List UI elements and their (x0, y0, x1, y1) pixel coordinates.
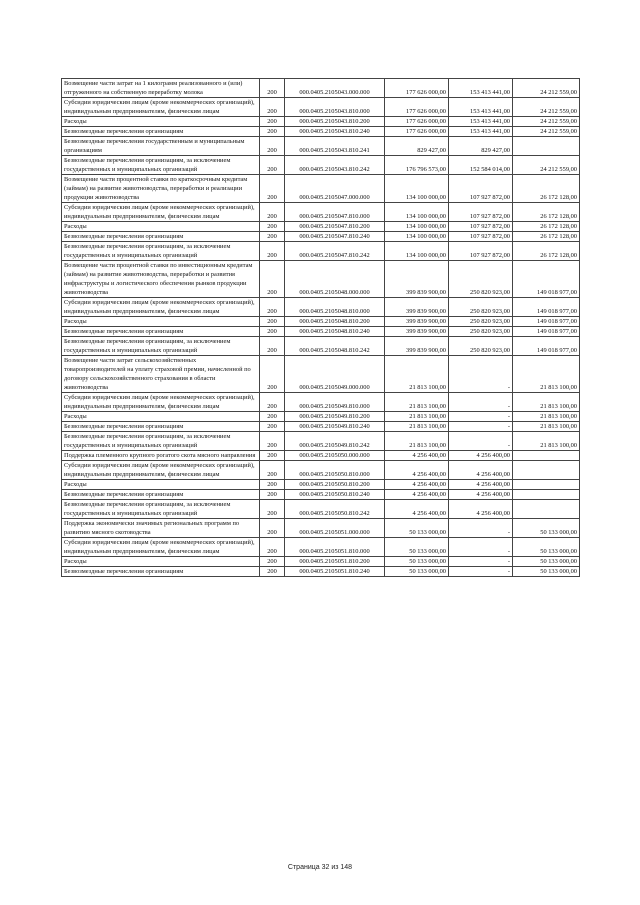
row-executed-amount-cell: - (449, 393, 513, 412)
row-approved-amount-cell: 50 133 000,00 (385, 567, 449, 577)
row-approved-amount-cell: 399 839 900,00 (385, 317, 449, 327)
row-unexecuted-amount-cell: 24 212 559,00 (513, 156, 580, 175)
row-classification-cell: 000.0405.2105043.810.241 (285, 137, 385, 156)
row-classification-cell: 000.0405.2105051.810.200 (285, 557, 385, 567)
row-name-cell: Безвозмездные перечисления организациям (62, 422, 260, 432)
row-code-cell: 200 (260, 137, 285, 156)
table-row (62, 232, 580, 242)
row-unexecuted-amount-cell: 24 212 559,00 (513, 98, 580, 117)
row-executed-amount-cell: 107 927 872,00 (449, 203, 513, 222)
table-row (62, 422, 580, 432)
row-executed-amount-cell: 250 820 923,00 (449, 317, 513, 327)
row-executed-amount-cell: 107 927 872,00 (449, 242, 513, 261)
row-unexecuted-amount-cell: 50 133 000,00 (513, 557, 580, 567)
row-classification-cell: 000.0405.2105051.000.000 (285, 519, 385, 538)
row-approved-amount-cell: 134 100 000,00 (385, 242, 449, 261)
row-classification-cell: 000.0405.2105049.000.000 (285, 356, 385, 393)
row-code-cell: 200 (260, 242, 285, 261)
row-classification-cell: 000.0405.2105043.810.200 (285, 117, 385, 127)
row-unexecuted-amount-cell: 149 018 977,00 (513, 327, 580, 337)
row-code-cell: 200 (260, 98, 285, 117)
row-approved-amount-cell: 399 839 900,00 (385, 261, 449, 298)
row-approved-amount-cell: 4 256 400,00 (385, 500, 449, 519)
row-unexecuted-amount-cell: 21 813 100,00 (513, 393, 580, 412)
row-code-cell: 200 (260, 567, 285, 577)
table-row (62, 500, 580, 519)
row-unexecuted-amount-cell: 26 172 128,00 (513, 175, 580, 203)
row-approved-amount-cell: 21 813 100,00 (385, 356, 449, 393)
table-row (62, 393, 580, 412)
row-unexecuted-amount-cell: 21 813 100,00 (513, 356, 580, 393)
row-name-cell: Поддержка племенного крупного рогатого скота мясного направления (62, 451, 260, 461)
row-name-cell: Безвозмездные перечисления организациям, за исключением государственных и муниципальных организаций (62, 242, 260, 261)
row-name-cell: Субсидии юридическим лицам (кроме некоммерческих организаций), индивидуальным предпринимателям, физическим лицам (62, 393, 260, 412)
row-name-cell: Поддержка экономически значимых региональных программ по развитию мясного скотоводства (62, 519, 260, 538)
row-approved-amount-cell: 21 813 100,00 (385, 412, 449, 422)
row-name-cell: Безвозмездные перечисления организациям (62, 567, 260, 577)
row-approved-amount-cell: 4 256 400,00 (385, 480, 449, 490)
row-classification-cell: 000.0405.2105049.810.240 (285, 422, 385, 432)
row-executed-amount-cell: 153 413 441,00 (449, 127, 513, 137)
row-classification-cell: 000.0405.2105048.810.242 (285, 337, 385, 356)
row-unexecuted-amount-cell: 24 212 559,00 (513, 127, 580, 137)
table-row (62, 137, 580, 156)
row-classification-cell: 000.0405.2105050.810.242 (285, 500, 385, 519)
row-approved-amount-cell: 4 256 400,00 (385, 490, 449, 500)
page-number-footer: Страница 32 из 148 (287, 864, 353, 871)
row-code-cell: 200 (260, 393, 285, 412)
row-classification-cell: 000.0405.2105047.810.200 (285, 222, 385, 232)
row-name-cell: Субсидии юридическим лицам (кроме некоммерческих организаций), индивидуальным предпринимателям, физическим лицам (62, 461, 260, 480)
row-unexecuted-amount-cell (513, 500, 580, 519)
row-executed-amount-cell: 4 256 400,00 (449, 451, 513, 461)
row-unexecuted-amount-cell (513, 480, 580, 490)
row-approved-amount-cell: 176 796 573,00 (385, 156, 449, 175)
row-approved-amount-cell: 177 626 000,00 (385, 79, 449, 98)
row-executed-amount-cell: 250 820 923,00 (449, 261, 513, 298)
row-unexecuted-amount-cell: 21 813 100,00 (513, 422, 580, 432)
row-approved-amount-cell: 21 813 100,00 (385, 422, 449, 432)
table-row (62, 567, 580, 577)
row-unexecuted-amount-cell (513, 137, 580, 156)
row-executed-amount-cell: - (449, 422, 513, 432)
row-name-cell: Расходы (62, 222, 260, 232)
row-unexecuted-amount-cell: 50 133 000,00 (513, 567, 580, 577)
table-row (62, 451, 580, 461)
table-row (62, 356, 580, 393)
row-name-cell: Безвозмездные перечисления организациям (62, 232, 260, 242)
row-unexecuted-amount-cell: 149 018 977,00 (513, 298, 580, 317)
row-unexecuted-amount-cell: 26 172 128,00 (513, 232, 580, 242)
row-code-cell: 200 (260, 127, 285, 137)
row-unexecuted-amount-cell: 26 172 128,00 (513, 203, 580, 222)
table-row (62, 480, 580, 490)
row-code-cell: 200 (260, 156, 285, 175)
row-classification-cell: 000.0405.2105050.810.200 (285, 480, 385, 490)
budget-execution-table (61, 78, 580, 577)
row-name-cell: Безвозмездные перечисления организациям, за исключением государственных и муниципальных организаций (62, 156, 260, 175)
row-classification-cell: 000.0405.2105049.810.000 (285, 393, 385, 412)
table-row (62, 175, 580, 203)
row-executed-amount-cell: 152 584 014,00 (449, 156, 513, 175)
row-executed-amount-cell: - (449, 567, 513, 577)
row-executed-amount-cell: - (449, 432, 513, 451)
table-row (62, 490, 580, 500)
row-code-cell: 200 (260, 317, 285, 327)
row-code-cell: 200 (260, 175, 285, 203)
row-classification-cell: 000.0405.2105043.000.000 (285, 79, 385, 98)
row-approved-amount-cell: 399 839 900,00 (385, 337, 449, 356)
row-classification-cell: 000.0405.2105049.810.242 (285, 432, 385, 451)
row-name-cell: Безвозмездные перечисления организациям (62, 327, 260, 337)
row-approved-amount-cell: 399 839 900,00 (385, 327, 449, 337)
row-code-cell: 200 (260, 232, 285, 242)
table-row (62, 538, 580, 557)
row-name-cell: Безвозмездные перечисления организациям (62, 490, 260, 500)
row-executed-amount-cell: 107 927 872,00 (449, 175, 513, 203)
table-row (62, 261, 580, 298)
row-unexecuted-amount-cell (513, 461, 580, 480)
row-classification-cell: 000.0405.2105049.810.200 (285, 412, 385, 422)
row-name-cell: Расходы (62, 480, 260, 490)
row-name-cell: Безвозмездные перечисления организациям (62, 127, 260, 137)
row-code-cell: 200 (260, 422, 285, 432)
row-code-cell: 200 (260, 117, 285, 127)
row-code-cell: 200 (260, 337, 285, 356)
row-approved-amount-cell: 399 839 900,00 (385, 298, 449, 317)
row-name-cell: Субсидии юридическим лицам (кроме некоммерческих организаций), индивидуальным предпринимателям, физическим лицам (62, 203, 260, 222)
row-code-cell: 200 (260, 480, 285, 490)
table-row (62, 298, 580, 317)
row-unexecuted-amount-cell: 24 212 559,00 (513, 117, 580, 127)
row-approved-amount-cell: 4 256 400,00 (385, 451, 449, 461)
row-executed-amount-cell: 107 927 872,00 (449, 232, 513, 242)
row-code-cell: 200 (260, 500, 285, 519)
row-code-cell: 200 (260, 298, 285, 317)
row-classification-cell: 000.0405.2105050.810.240 (285, 490, 385, 500)
table-row (62, 222, 580, 232)
row-classification-cell: 000.0405.2105048.810.000 (285, 298, 385, 317)
row-name-cell: Расходы (62, 317, 260, 327)
row-name-cell: Расходы (62, 117, 260, 127)
row-unexecuted-amount-cell: 149 018 977,00 (513, 261, 580, 298)
row-executed-amount-cell: 4 256 400,00 (449, 500, 513, 519)
row-unexecuted-amount-cell: 26 172 128,00 (513, 222, 580, 232)
row-name-cell: Возмещение части затрат сельскохозяйственных товаропроизводителей на уплату страховой премии, начисленной по договору сельскохозяйственного страхования в области животноводства (62, 356, 260, 393)
row-unexecuted-amount-cell: 50 133 000,00 (513, 519, 580, 538)
row-executed-amount-cell: - (449, 557, 513, 567)
row-classification-cell: 000.0405.2105043.810.242 (285, 156, 385, 175)
row-classification-cell: 000.0405.2105051.810.240 (285, 567, 385, 577)
row-code-cell: 200 (260, 412, 285, 422)
row-executed-amount-cell: 250 820 923,00 (449, 337, 513, 356)
table-row (62, 519, 580, 538)
row-unexecuted-amount-cell: 21 813 100,00 (513, 432, 580, 451)
table-row (62, 432, 580, 451)
row-classification-cell: 000.0405.2105050.000.000 (285, 451, 385, 461)
row-unexecuted-amount-cell: 149 018 977,00 (513, 317, 580, 327)
row-approved-amount-cell: 177 626 000,00 (385, 117, 449, 127)
row-executed-amount-cell: - (449, 519, 513, 538)
table-row (62, 203, 580, 222)
row-code-cell: 200 (260, 519, 285, 538)
row-name-cell: Безвозмездные перечисления организациям, за исключением государственных и муниципальных организаций (62, 432, 260, 451)
row-executed-amount-cell: 829 427,00 (449, 137, 513, 156)
row-classification-cell: 000.0405.2105048.000.000 (285, 261, 385, 298)
row-classification-cell: 000.0405.2105048.810.200 (285, 317, 385, 327)
table-row (62, 98, 580, 117)
row-approved-amount-cell: 134 100 000,00 (385, 232, 449, 242)
row-classification-cell: 000.0405.2105047.810.240 (285, 232, 385, 242)
row-unexecuted-amount-cell: 149 018 977,00 (513, 337, 580, 356)
row-code-cell: 200 (260, 327, 285, 337)
table-body (62, 79, 580, 577)
row-classification-cell: 000.0405.2105050.810.000 (285, 461, 385, 480)
row-code-cell: 200 (260, 261, 285, 298)
row-approved-amount-cell: 50 133 000,00 (385, 519, 449, 538)
row-name-cell: Субсидии юридическим лицам (кроме некоммерческих организаций), индивидуальным предпринимателям, физическим лицам (62, 298, 260, 317)
row-unexecuted-amount-cell: 26 172 128,00 (513, 242, 580, 261)
row-executed-amount-cell: 4 256 400,00 (449, 461, 513, 480)
row-approved-amount-cell: 829 427,00 (385, 137, 449, 156)
row-classification-cell: 000.0405.2105047.810.242 (285, 242, 385, 261)
row-approved-amount-cell: 134 100 000,00 (385, 222, 449, 232)
row-classification-cell: 000.0405.2105048.810.240 (285, 327, 385, 337)
table-row (62, 127, 580, 137)
row-code-cell: 200 (260, 432, 285, 451)
table-row (62, 412, 580, 422)
row-executed-amount-cell: 107 927 872,00 (449, 222, 513, 232)
table-row (62, 461, 580, 480)
table-row (62, 317, 580, 327)
row-classification-cell: 000.0405.2105047.000.000 (285, 175, 385, 203)
row-executed-amount-cell: - (449, 412, 513, 422)
row-executed-amount-cell: 250 820 923,00 (449, 327, 513, 337)
row-approved-amount-cell: 177 626 000,00 (385, 98, 449, 117)
row-code-cell: 200 (260, 222, 285, 232)
row-approved-amount-cell: 134 100 000,00 (385, 175, 449, 203)
row-executed-amount-cell: 153 413 441,00 (449, 79, 513, 98)
row-executed-amount-cell: 4 256 400,00 (449, 480, 513, 490)
table-row (62, 242, 580, 261)
row-code-cell: 200 (260, 356, 285, 393)
row-approved-amount-cell: 21 813 100,00 (385, 432, 449, 451)
row-code-cell: 200 (260, 461, 285, 480)
table-row (62, 557, 580, 567)
row-approved-amount-cell: 134 100 000,00 (385, 203, 449, 222)
row-unexecuted-amount-cell (513, 451, 580, 461)
row-name-cell: Возмещение части процентной ставки по краткосрочным кредитам (займам) на развитие животноводства, переработки и реализации продукции животноводства (62, 175, 260, 203)
row-name-cell: Расходы (62, 412, 260, 422)
table-row (62, 156, 580, 175)
row-classification-cell: 000.0405.2105043.810.240 (285, 127, 385, 137)
row-executed-amount-cell: - (449, 538, 513, 557)
row-executed-amount-cell: 153 413 441,00 (449, 98, 513, 117)
row-classification-cell: 000.0405.2105047.810.000 (285, 203, 385, 222)
row-code-cell: 200 (260, 203, 285, 222)
row-approved-amount-cell: 50 133 000,00 (385, 557, 449, 567)
row-name-cell: Безвозмездные перечисления организациям, за исключением государственных и муниципальных организаций (62, 337, 260, 356)
row-approved-amount-cell: 21 813 100,00 (385, 393, 449, 412)
row-name-cell: Субсидии юридическим лицам (кроме некоммерческих организаций), индивидуальным предпринимателям, физическим лицам (62, 98, 260, 117)
row-unexecuted-amount-cell: 50 133 000,00 (513, 538, 580, 557)
row-code-cell: 200 (260, 557, 285, 567)
row-executed-amount-cell: 153 413 441,00 (449, 117, 513, 127)
row-unexecuted-amount-cell: 21 813 100,00 (513, 412, 580, 422)
row-executed-amount-cell: 250 820 923,00 (449, 298, 513, 317)
row-name-cell: Безвозмездные перечисления организациям, за исключением государственных и муниципальных организаций (62, 500, 260, 519)
row-classification-cell: 000.0405.2105051.810.000 (285, 538, 385, 557)
row-name-cell: Безвозмездные перечисления государственным и муниципальным организациям (62, 137, 260, 156)
row-name-cell: Возмещение части процентной ставки по инвестиционным кредитам (займам) на развитие животноводства, переработки и развития инфраструктуры и логистического обеспечения рынков продукции животноводства (62, 261, 260, 298)
row-name-cell: Возмещение части затрат на 1 килограмм реализованного и (или) отгруженного на собственную переработку молока (62, 79, 260, 98)
row-approved-amount-cell: 50 133 000,00 (385, 538, 449, 557)
table-row (62, 79, 580, 98)
row-name-cell: Субсидии юридическим лицам (кроме некоммерческих организаций), индивидуальным предпринимателям, физическим лицам (62, 538, 260, 557)
table-row (62, 337, 580, 356)
row-code-cell: 200 (260, 490, 285, 500)
row-code-cell: 200 (260, 538, 285, 557)
row-executed-amount-cell: 4 256 400,00 (449, 490, 513, 500)
row-code-cell: 200 (260, 451, 285, 461)
row-approved-amount-cell: 177 626 000,00 (385, 127, 449, 137)
row-name-cell: Расходы (62, 557, 260, 567)
row-approved-amount-cell: 4 256 400,00 (385, 461, 449, 480)
table-row (62, 117, 580, 127)
row-unexecuted-amount-cell (513, 490, 580, 500)
row-executed-amount-cell: - (449, 356, 513, 393)
row-unexecuted-amount-cell: 24 212 559,00 (513, 79, 580, 98)
row-classification-cell: 000.0405.2105043.810.000 (285, 98, 385, 117)
table-row (62, 327, 580, 337)
row-code-cell: 200 (260, 79, 285, 98)
